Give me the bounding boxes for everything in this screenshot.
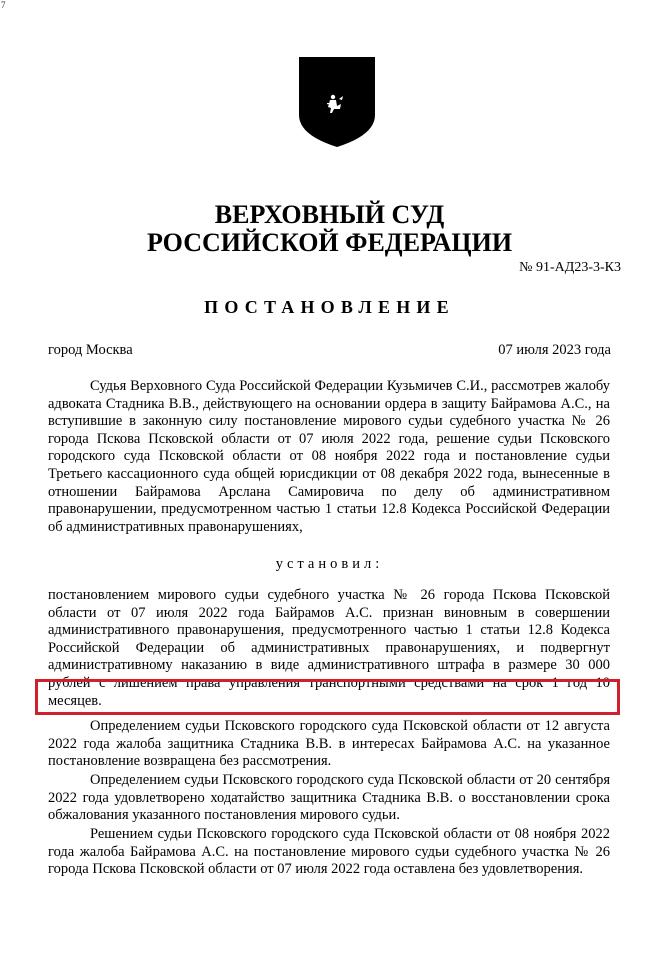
restoration-paragraph: Определением судьи Псковского городского суда Псковской области от 20 сентября 2022 года удовлетворено ходатайство защитника Стадника В.В. о восстановлении срока обжалования указанного постановления мирового судьи. [48, 772, 610, 824]
established-heading: установил: [275, 556, 384, 572]
place-of-issue: город Москва [48, 342, 133, 358]
intro-paragraph: Судья Верховного Суда Российской Федерации Кузьмичев С.И., рассмотрев жалобу адвоката Стадника В.В., действующего на основании ордера в защиту Байрамова А.С., на вступившие в законную силу постановление мирового судьи судебного участка № 26 города Пскова Псковской области от 07 июля 2022 года, решение судьи Псковского городского суда Псковской области от 08 ноября 2022 года и постановление судьи Третьего кассационного суда общей юрисдикции от 08 декабря 2022 года, вынесенные в отношении Байрамова Арслана Самировича по делу об административном правонарушении, предусмотренном частью 1 статьи 12.8 Кодекса Российской Федерации об административных правонарушениях, [48, 378, 610, 535]
case-number: № 91-АД23-3-К3 [519, 260, 621, 275]
document-type-heading: ПОСТАНОВЛЕНИЕ [204, 297, 455, 317]
ruling-paragraph: постановлением мирового судьи судебного участка № 26 города Пскова Псковской области от 07 июля 2022 года Байрамов А.С. признан виновным в совершении административного правонарушения, предусмотренного частью 1 статьи 12.8 Кодекса Российской Федерации об административных правонарушениях, и подвергнут административному наказанию в виде административного штрафа в размере 30 000 рублей с лишением права управления транспортными средствами на срок 1 год 10 месяцев. [48, 587, 610, 709]
date-of-issue: 07 июля 2023 года [498, 342, 611, 358]
decision-paragraph: Решением судьи Псковского городского суда Псковской области от 08 ноября 2022 года жалоба Байрамова А.С. на постановление мирового судьи судебного участка № 26 города Пскова Псковской области от 07 июля 2022 года оставлена без удовлетворения. [48, 826, 610, 878]
return-paragraph: Определением судьи Псковского городского суда Псковской области от 12 августа 2022 года жалоба защитника Стадника В.В. в интересах Байрамова А.С. на указанное постановление возвращена без рассмотрения. [48, 718, 610, 770]
corner-mark: 7 [1, 0, 6, 10]
court-name-line-1: ВЕРХОВНЫЙ СУД [214, 200, 445, 229]
penalty-highlight-box [35, 679, 620, 715]
russian-coat-of-arms-icon [297, 55, 377, 149]
court-name-line-2: РОССИЙСКОЙ ФЕДЕРАЦИИ [146, 228, 513, 257]
